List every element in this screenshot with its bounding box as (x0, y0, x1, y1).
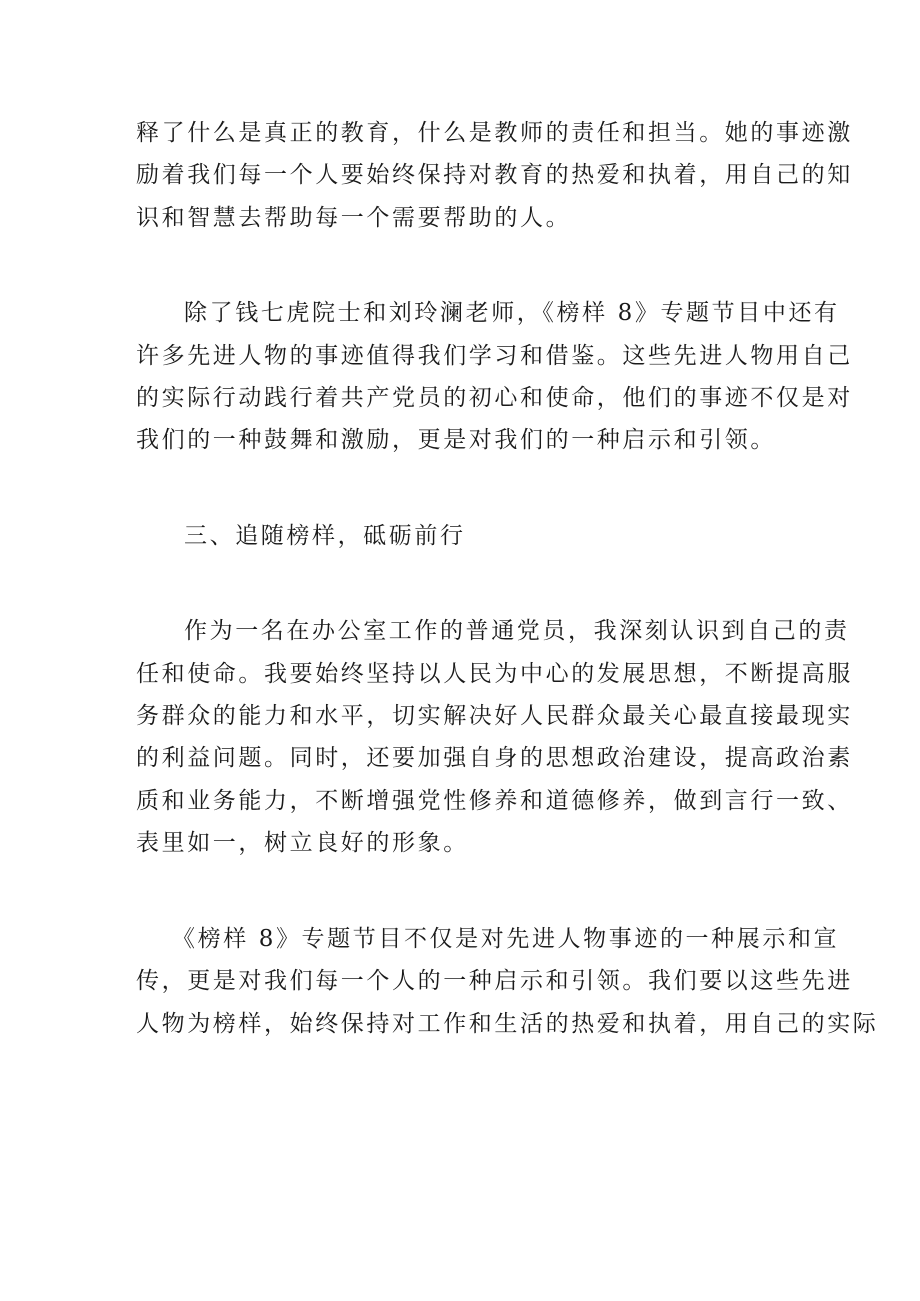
paragraph-2-line-2: 许多先进人物的事迹值得我们学习和借鉴。这些先进人物用自己 (136, 342, 853, 369)
paragraph-2-line-3: 的实际行动践行着共产党员的初心和使命，他们的事迹不仅是对 (136, 385, 853, 412)
paragraph-3-line-2: 任和使命。我要始终坚持以人民为中心的发展思想，不断提高服 (136, 660, 853, 687)
paragraph-4-line-1: 《榜样 8》专题节目不仅是对先进人物事迹的一种展示和宣 (172, 925, 840, 952)
paragraph-4-line-3: 人物为榜样，始终保持对工作和生活的热爱和执着，用自己的实际 (136, 1010, 879, 1037)
paragraph-3-line-4: 的利益问题。同时，还要加强自身的思想政治建设，提高政治素 (136, 745, 853, 772)
paragraph-1-line-2: 励着我们每一个人要始终保持对教育的热爱和执着，用自己的知 (136, 162, 853, 189)
paragraph-1 (136, 112, 853, 239)
paragraph-2 (136, 292, 853, 462)
paragraph-gap (136, 557, 788, 610)
paragraph-1-line-3: 识和智慧去帮助每一个需要帮助的人。 (136, 204, 572, 231)
paragraph-gap (136, 865, 788, 918)
paragraph-3-line-5: 质和业务能力，不断增强党性修养和道德修养，做到言行一致、 (136, 787, 853, 814)
section-heading: 三、追随榜样，砥砺前行 (184, 522, 466, 549)
paragraph-2-line-4: 我们的一种鼓舞和激励，更是对我们的一种启示和引领。 (136, 427, 776, 454)
paragraph-3 (136, 610, 853, 864)
paragraph-3-line-1: 作为一名在办公室工作的普通党员，我深刻认识到自己的责 (184, 618, 850, 645)
paragraph-4 (136, 918, 879, 1045)
document-page (136, 112, 879, 1045)
paragraph-3-line-3: 务群众的能力和水平，切实解决好人民群众最关心最直接最现实 (136, 703, 853, 730)
paragraph-2-line-1: 除了钱七虎院士和刘玲澜老师，《榜样 8》专题节目中还有 (184, 300, 840, 327)
paragraph-gap (136, 239, 788, 292)
paragraph-3-line-6: 表里如一，树立良好的形象。 (136, 830, 469, 857)
paragraph-gap (136, 462, 788, 515)
paragraph-4-line-2: 传，更是对我们每一个人的一种启示和引领。我们要以这些先进 (136, 968, 853, 995)
paragraph-1-line-1: 释了什么是真正的教育，什么是教师的责任和担当。她的事迹激 (136, 120, 853, 146)
